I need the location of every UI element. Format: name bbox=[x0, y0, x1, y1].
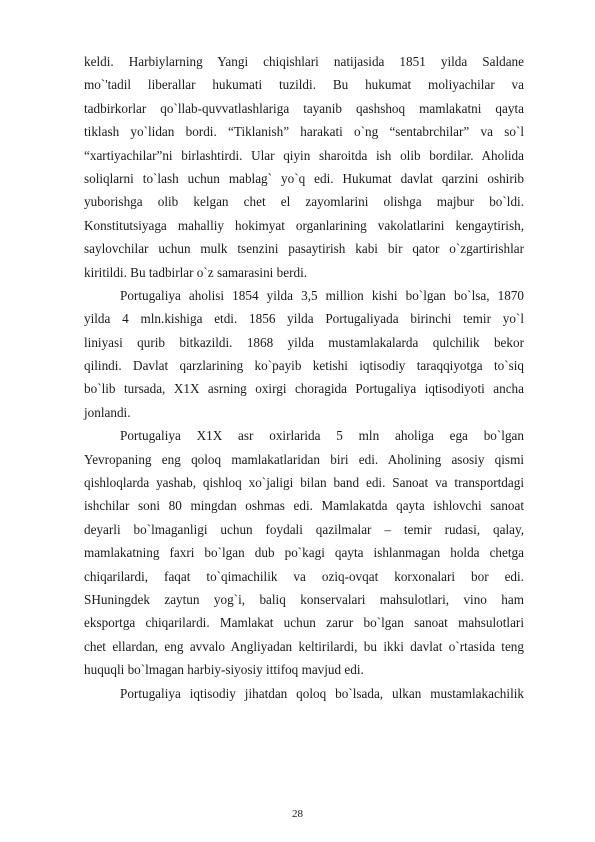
text-line: chet ellardan, eng avvalo Angliyadan keltirilardi, bu ikki davlat o`rtasida teng bbox=[84, 638, 524, 654]
text-line: kiritildi. Bu tadbirlar o`z samarasini berdi. bbox=[84, 264, 308, 280]
text-line: qilindi. Davlat qarzlarining ko`payib ketishi iqtisodiy taraqqiyotga to`siq bbox=[84, 358, 524, 374]
text-line: Yevropaning eng qoloq mamlakatlaridan biri edi. Aholining asosiy qismi bbox=[84, 451, 524, 467]
text-line: tadbirkorlar qo`llab-quvvatlashlariga tayanib qashshoq mamlakatni qayta bbox=[84, 100, 524, 116]
text-line: bo`lib tursada, X1X asrning oxirgi choragida Portugaliya iqtisodiyoti ancha bbox=[84, 381, 524, 397]
page-number: 28 bbox=[292, 808, 303, 820]
text-line: “xartiyachilar”ni birlashtirdi. Ular qiyin sharoitda ish olib bordilar. Aholida bbox=[84, 147, 524, 163]
text-line: chiqarilardi, faqat to`qimachilik va oziq-ovqat korxonalari bor edi. bbox=[84, 568, 524, 584]
text-line: jonlandi. bbox=[84, 404, 131, 420]
text-line: keldi. Harbiylarning Yangi chiqishlari natijasida 1851 yilda Saldane bbox=[84, 54, 524, 69]
text-line: Portugaliya iqtisodiy jihatdan qoloq bo`lsada, ulkan mustamlakachilik bbox=[120, 685, 524, 701]
document-page bbox=[84, 50, 524, 705]
text-line: huquqli bo`lmagan harbiy-siyosiy ittifoq mavjud edi. bbox=[84, 662, 364, 678]
text-line: saylovchilar uchun mulk tsenzini pasaytirish kabi bir qator o`zgartirishlar bbox=[84, 241, 524, 257]
text-line: mo`'tadil liberallar hukumati tuzildi. Bu hukumat moliyachilar va bbox=[84, 77, 524, 93]
text-line: Portugaliya X1X asr oxirlarida 5 mln aholiga ega bo`lgan bbox=[120, 428, 524, 444]
text-line: eksportga chiqarilardi. Mamlakat uchun zarur bo`lgan sanoat mahsulotlari bbox=[84, 615, 524, 631]
paragraph-2 bbox=[84, 284, 524, 424]
text-line: ishchilar soni 80 mingdan oshmas edi. Mamlakatda qayta ishlovchi sanoat bbox=[84, 498, 524, 514]
text-line: tiklash yo`lidan bordi. “Tiklanish” harakati o`ng “sentabrchilar” va so`l bbox=[84, 124, 524, 140]
text-line: soliqlarni to`lash uchun mablag` yo`q edi. Hukumat davlat qarzini oshirib bbox=[84, 170, 524, 186]
paragraph-3 bbox=[84, 424, 524, 681]
text-line: Konstitutsiyaga mahalliy hokimyat organlarining vakolatlarini kengaytirish, bbox=[84, 217, 524, 233]
paragraph-1 bbox=[84, 50, 524, 284]
text-line: deyarli bo`lmaganligi uchun foydali qazilmalar – temir rudasi, qalay, bbox=[84, 521, 524, 537]
text-line: mamlakatning faxri bo`lgan dub po`kagi qayta ishlanmagan holda chetga bbox=[84, 545, 524, 561]
paragraph-4 bbox=[84, 682, 524, 705]
text-line: yuborishga olib kelgan chet el zayomlarini olishga majbur bo`ldi. bbox=[84, 194, 524, 210]
text-line: yilda 4 mln.kishiga etdi. 1856 yilda Portugaliyada birinchi temir yo`l bbox=[84, 311, 524, 327]
text-line: liniyasi qurib bitkazildi. 1868 yilda mustamlakalarda qulchilik bekor bbox=[84, 334, 524, 350]
text-line: Portugaliya aholisi 1854 yilda 3,5 million kishi bo`lgan bo`lsa, 1870 bbox=[120, 287, 524, 303]
text-line: SHuningdek zaytun yog`i, baliq konservalari mahsulotlari, vino ham bbox=[84, 591, 524, 607]
text-line: qishloqlarda yashab, qishloq xo`jaligi bilan band edi. Sanoat va transportdagi bbox=[84, 475, 524, 491]
